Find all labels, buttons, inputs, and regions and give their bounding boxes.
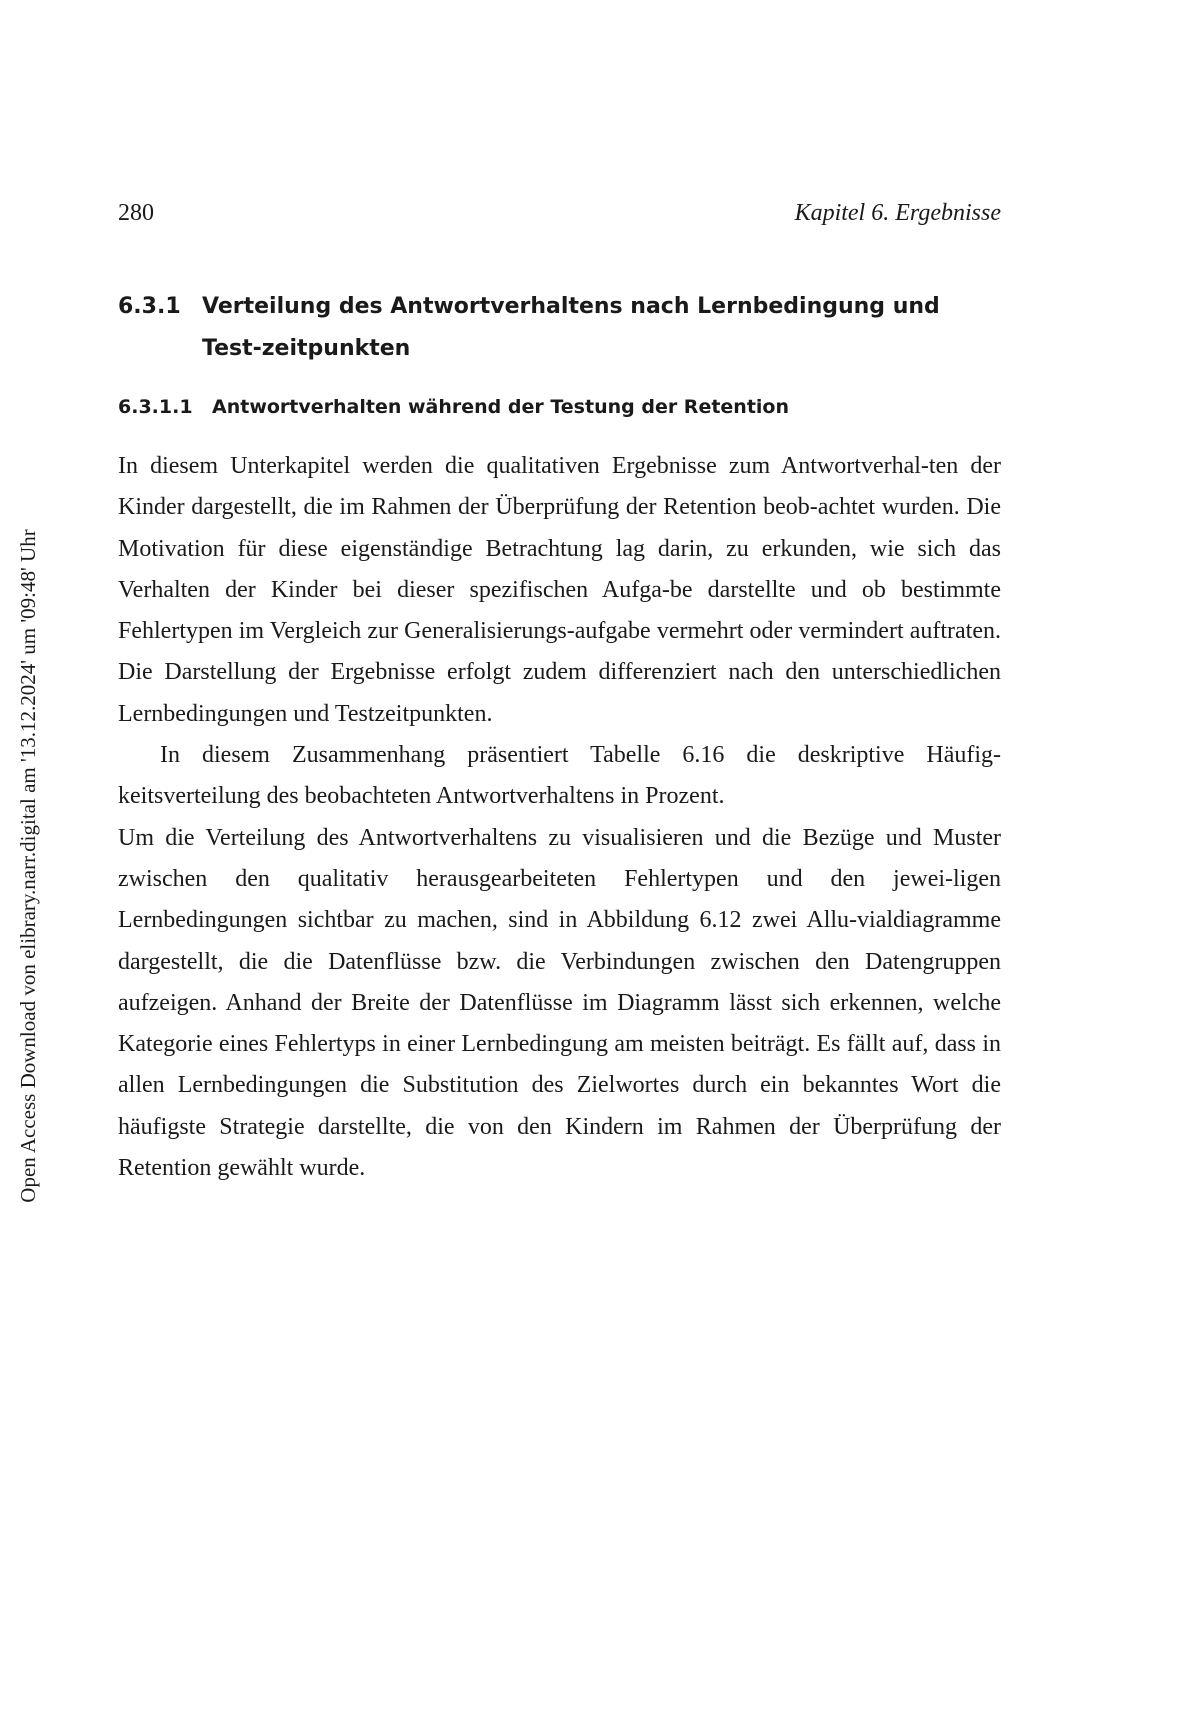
section-number: 6.3.1: [118, 294, 181, 319]
paragraph: In diesem Unterkapitel werden die qualitativen Ergebnisse zum Antwortverhal-ten der Kinder dargestellt, die im Rahmen der Überprüfung der Retention beob-achtet wurden. Die Motivation für diese eigenständige Betrachtung lag darin, zu erkunden, wie sich das Verhalten der Kinder bei dieser spezifischen Aufga-be darstellte und ob bestimmte Fehlertypen im Vergleich zur Generalisierungs-aufgabe vermehrt oder vermindert auftraten. Die Darstellung der Ergebnisse erfolgt zudem differenziert nach den unterschiedlichen Lernbedingungen und Testzeitpunkten.: [118, 453, 1001, 727]
paragraph: In diesem Zusammenhang präsentiert Tabelle 6.16 die deskriptive Häufig-keitsverteilung des beobachteten Antwortverhaltens in Prozent.: [118, 742, 1001, 810]
access-watermark: Open Access Download von elibrary.narr.digital am '13.12.2024' um '09:48' Uhr: [16, 529, 40, 1203]
subsection-title: Antwortverhalten während der Testung der Retention: [212, 396, 789, 418]
paragraph: Um die Verteilung des Antwortverhaltens zu visualisieren und die Bezüge und Muster zwischen den qualitativ herausgearbeiteten Fehlertypen und den jewei-ligen Lernbedingungen sichtbar zu machen, sind in Abbildung 6.12 zwei Allu-vialdiagramme dargestellt, die die Datenflüsse bzw. die Verbindungen zwischen den Datengruppen aufzeigen. Anhand der Breite der Datenflüsse im Diagramm lässt sich erkennen, welche Kategorie eines Fehlertyps in einer Lernbedingung am meisten beiträgt. Es fällt auf, dass in allen Lernbedingungen die Substitution des Zielwortes durch ein bekanntes Wort die häufigste Strategie darstellte, die von den Kindern im Rahmen der Überprüfung der Retention gewählt wurde.: [118, 824, 1001, 1182]
section-title: Verteilung des Antwortverhaltens nach Lernbedingung und Test-zeitpunkten: [202, 294, 940, 361]
page-number: 280: [118, 200, 154, 226]
section-heading: [118, 286, 1001, 370]
running-head: Kapitel 6. Ergebnisse: [794, 200, 1001, 226]
body-text: [118, 446, 1001, 1189]
subsection-heading: [118, 392, 1001, 422]
subsection-number: 6.3.1.1: [118, 396, 193, 418]
